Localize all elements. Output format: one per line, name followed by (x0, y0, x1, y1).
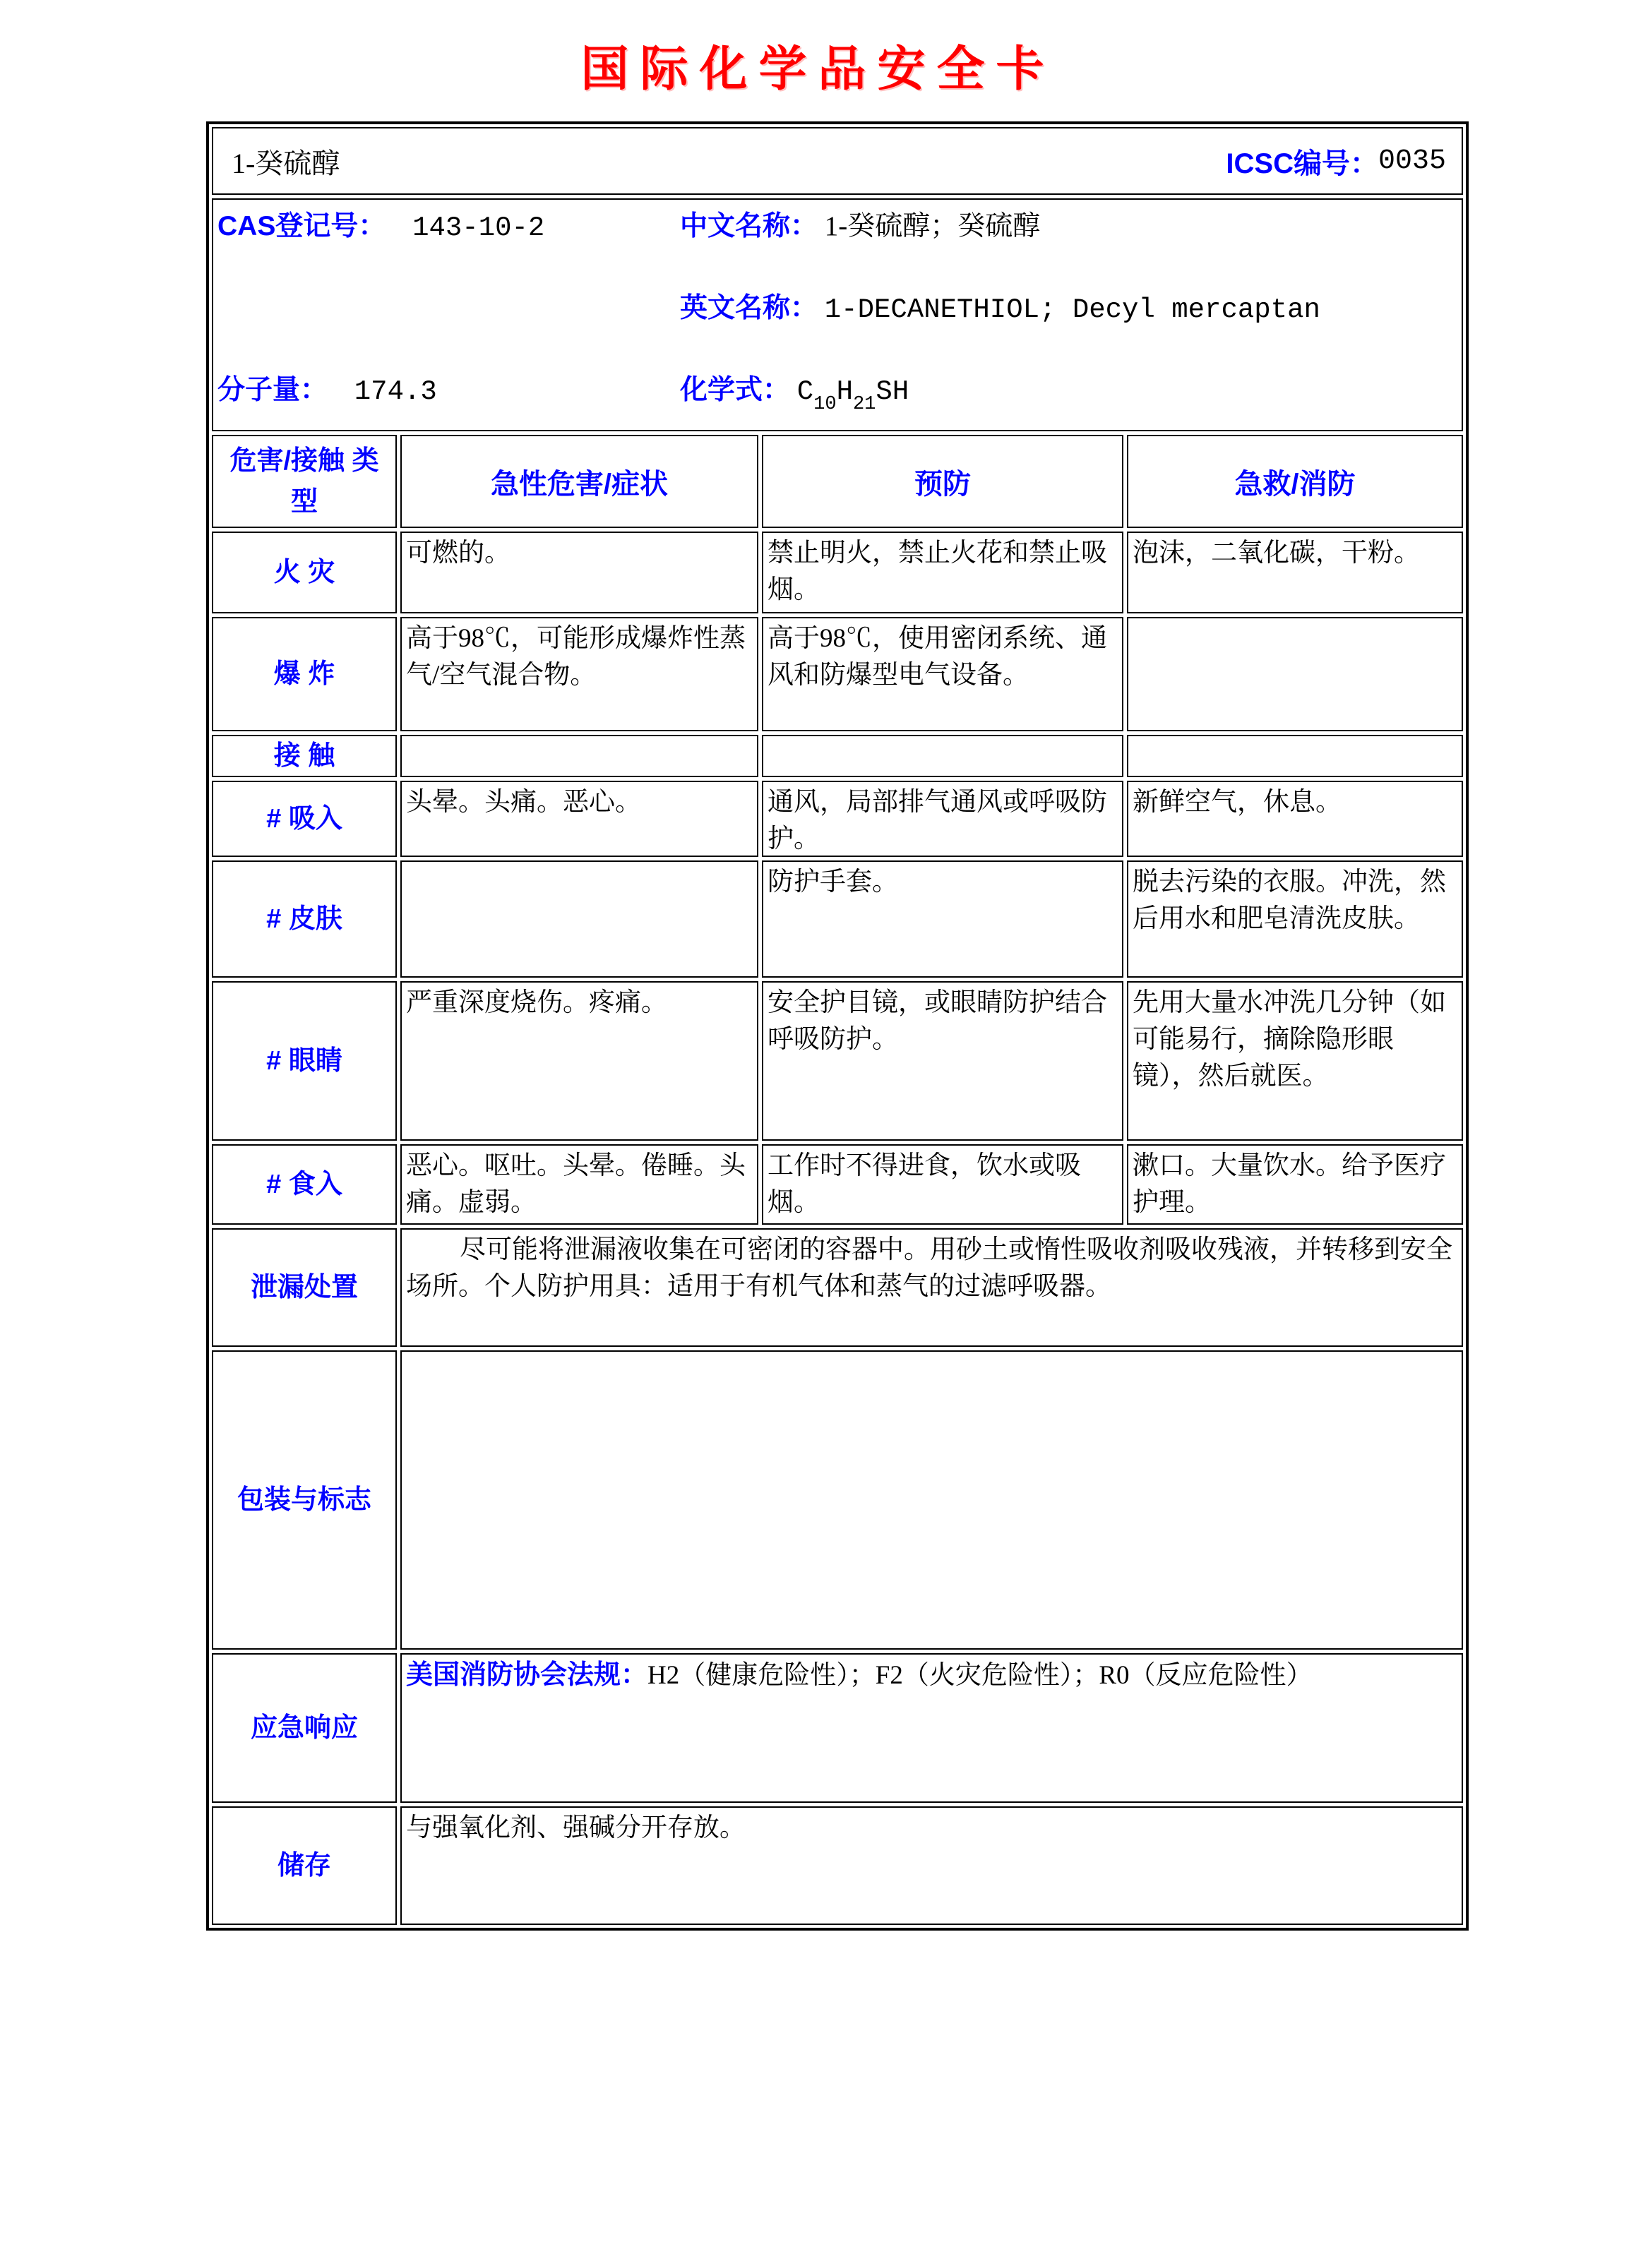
row-label-eyes: # 眼睛 (212, 981, 397, 1141)
cn-name-value: 1-癸硫醇；癸硫醇 (824, 211, 1041, 241)
spill-content-cell: 尽可能将泄漏液收集在可密闭的容器中。用砂土或惰性吸收剂吸收残液，并转移到安全场所。个人防护用具：适用于有机气体和蒸气的过滤呼吸器。 (400, 1228, 1463, 1347)
identity-line-1 (217, 208, 1456, 246)
row-label-skin: # 皮肤 (212, 860, 397, 978)
mw-label: 分子量： (217, 375, 328, 405)
explosion-hazard-cell: 高于98℃，可能形成爆炸性蒸气/空气混合物。 (400, 617, 758, 731)
table-row-eyes (212, 981, 1463, 1141)
fire-response-cell: 泡沫，二氧化碳，干粉。 (1127, 532, 1463, 613)
row-label-fire: 火 灾 (212, 532, 397, 613)
nfpa-label: 美国消防协会法规： (406, 1660, 648, 1690)
formula-label: 化学式： (680, 375, 791, 405)
header-prevention: 预防 (762, 435, 1123, 528)
section-row-emergency (212, 1653, 1463, 1803)
contact-prevention-cell (762, 735, 1123, 777)
nfpa-codes: H2（健康危险性）；F2（火灾危险性）；R0（反应危险性） (647, 1661, 1313, 1690)
substance-name: 1-癸硫醇 (232, 147, 340, 179)
identity-row (212, 198, 1463, 431)
section-label-packaging: 包装与标志 (212, 1350, 397, 1650)
formula-value: $C_{10}H_{21}SH$ (796, 376, 909, 415)
row-label-inhalation: # 吸入 (212, 781, 397, 857)
table-row-ingestion (212, 1144, 1463, 1225)
header-type: 危害/接触 类型 (212, 435, 397, 528)
eyes-hazard-cell: 严重深度烧伤。疼痛。 (400, 981, 758, 1141)
name-row (212, 127, 1463, 195)
packaging-content-cell (400, 1350, 1463, 1650)
emergency-content-cell (400, 1653, 1463, 1803)
explosion-prevention-cell: 高于98℃，使用密闭系统、通风和防爆型电气设备。 (762, 617, 1123, 731)
table-row-contact (212, 735, 1463, 777)
contact-response-cell (1127, 735, 1463, 777)
section-row-storage (212, 1806, 1463, 1925)
section-label-spill: 泄漏处置 (212, 1228, 397, 1347)
en-name-value: 1-DECANETHIOL; Decyl mercaptan (824, 294, 1320, 325)
header-hazard: 急性危害/症状 (400, 435, 758, 528)
identity-line-2 (217, 290, 1456, 328)
table-row-skin (212, 860, 1463, 978)
ingestion-response-cell: 漱口。大量饮水。给予医疗护理。 (1127, 1144, 1463, 1225)
icsc-number-value: 0035 (1378, 145, 1446, 177)
hazard-header-row (212, 435, 1463, 528)
section-label-storage: 储存 (212, 1806, 397, 1925)
row-label-explosion: 爆 炸 (212, 617, 397, 731)
fire-prevention-cell: 禁止明火，禁止火花和禁止吸烟。 (762, 532, 1123, 613)
eyes-prevention-cell: 安全护目镜，或眼睛防护结合呼吸防护。 (762, 981, 1123, 1141)
page-title: 国际化学品安全卡 (580, 42, 1056, 96)
inhalation-prevention-cell: 通风，局部排气通风或呼吸防护。 (762, 781, 1123, 857)
table-row-fire (212, 532, 1463, 613)
ingestion-hazard-cell: 恶心。呕吐。头晕。倦睡。头痛。虚弱。 (400, 1144, 758, 1225)
fire-hazard-cell: 可燃的。 (400, 532, 758, 613)
header-response: 急救/消防 (1127, 435, 1463, 528)
inhalation-hazard-cell: 头晕。头痛。恶心。 (400, 781, 758, 857)
section-row-spill (212, 1228, 1463, 1347)
section-label-emergency: 应急响应 (212, 1653, 397, 1803)
skin-hazard-cell (400, 860, 758, 978)
en-name-label: 英文名称： (680, 293, 818, 323)
identity-line-3 (217, 372, 1456, 423)
icsc-card (206, 121, 1469, 1931)
icsc-number (1226, 141, 1446, 181)
table-row-inhalation (212, 781, 1463, 857)
inhalation-response-cell: 新鲜空气，休息。 (1127, 781, 1463, 857)
row-label-contact: 接 触 (212, 735, 397, 777)
identity-cell (212, 198, 1463, 431)
cn-name-label: 中文名称： (680, 211, 818, 241)
name-cell (212, 127, 1463, 195)
storage-content-cell: 与强氧化剂、强碱分开存放。 (400, 1806, 1463, 1925)
eyes-response-cell: 先用大量水冲洗几分钟（如可能易行，摘除隐形眼镜），然后就医。 (1127, 981, 1463, 1141)
icsc-number-label: ICSC编号： (1226, 148, 1378, 179)
skin-prevention-cell: 防护手套。 (762, 860, 1123, 978)
section-row-packaging (212, 1350, 1463, 1650)
table-row-explosion (212, 617, 1463, 731)
row-label-ingestion: # 食入 (212, 1144, 397, 1225)
mw-value: 174.3 (354, 376, 437, 407)
cas-value: 143-10-2 (412, 212, 545, 244)
skin-response-cell: 脱去污染的衣服。冲洗，然后用水和肥皂清洗皮肤。 (1127, 860, 1463, 978)
explosion-response-cell (1127, 617, 1463, 731)
contact-hazard-cell (400, 735, 758, 777)
cas-label: CAS登记号： (217, 211, 386, 241)
ingestion-prevention-cell: 工作时不得进食，饮水或吸烟。 (762, 1144, 1123, 1225)
